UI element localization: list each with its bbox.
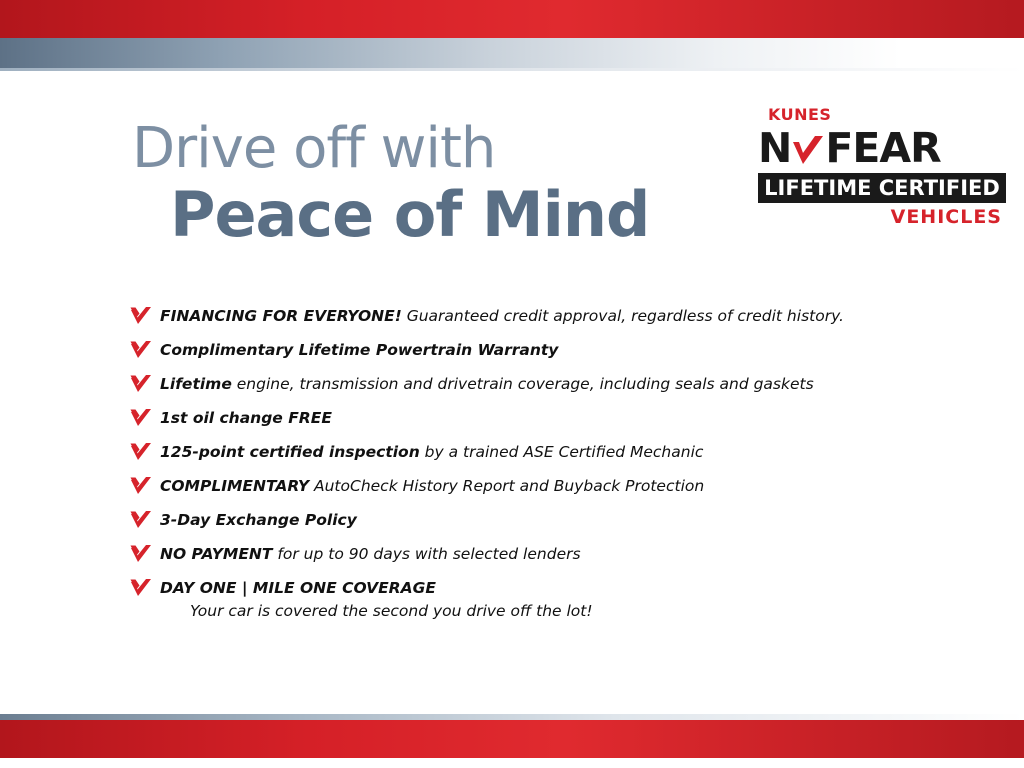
checkmark-icon xyxy=(130,306,152,326)
list-item-text xyxy=(160,373,950,395)
list-item-text xyxy=(160,543,950,565)
benefits-list xyxy=(130,305,950,632)
list-item-emphasis: COMPLIMENTARY xyxy=(160,477,310,495)
headline-line-2: Peace of Mind xyxy=(170,178,650,251)
list-item-text xyxy=(160,339,950,361)
top-red-band xyxy=(0,0,1024,38)
headline-line-1: Drive off with xyxy=(132,116,496,181)
list-item xyxy=(130,373,950,397)
checkmark-icon xyxy=(130,408,152,428)
logo-wordmark xyxy=(758,125,1006,171)
logo-certified-bar: LIFETIME CERTIFIED xyxy=(758,173,1006,203)
list-item-detail: for up to 90 days with selected lenders xyxy=(272,545,581,563)
list-item-detail: engine, transmission and drivetrain coverage, including seals and gaskets xyxy=(231,375,814,393)
bottom-red-band xyxy=(0,720,1024,768)
kunes-no-fear-logo xyxy=(758,105,1006,241)
checkmark-icon xyxy=(130,544,152,564)
list-item-emphasis: NO PAYMENT xyxy=(160,545,273,563)
list-item-subtext: Your car is covered the second you drive off the lot! xyxy=(190,602,593,620)
checkmark-icon xyxy=(130,340,152,360)
list-item-emphasis: Lifetime xyxy=(160,375,232,393)
list-item-text xyxy=(160,577,950,599)
checkmark-icon xyxy=(130,510,152,530)
list-item-text xyxy=(160,475,950,497)
list-item-text xyxy=(160,509,950,531)
logo-word-suffix: FEAR xyxy=(825,124,941,172)
list-item-text xyxy=(160,305,950,327)
logo-tagline: VEHICLES xyxy=(890,206,1002,228)
list-item-detail: Guaranteed credit approval, regardless of credit history. xyxy=(401,307,844,325)
list-item-text xyxy=(160,441,950,463)
list-item xyxy=(130,407,950,431)
checkmark-icon xyxy=(130,578,152,598)
list-item-emphasis: 1st oil change FREE xyxy=(160,409,332,427)
checkmark-icon xyxy=(130,374,152,394)
checkmark-icon xyxy=(130,476,152,496)
list-item-emphasis: 125-point certified inspection xyxy=(160,443,420,461)
logo-word-prefix: N xyxy=(758,124,792,172)
list-item xyxy=(130,339,950,363)
list-item-emphasis: 3-Day Exchange Policy xyxy=(160,511,357,529)
list-item-detail: AutoCheck History Report and Buyback Protection xyxy=(309,477,705,495)
list-item-emphasis: Complimentary Lifetime Powertrain Warranty xyxy=(160,341,559,359)
list-item-emphasis: FINANCING FOR EVERYONE! xyxy=(160,307,402,325)
list-item-text xyxy=(160,407,950,429)
list-item xyxy=(130,509,950,533)
checkmark-icon xyxy=(130,442,152,462)
page-title xyxy=(132,116,732,251)
list-item-detail: by a trained ASE Certified Mechanic xyxy=(419,443,704,461)
top-gray-band xyxy=(0,38,1024,68)
list-item xyxy=(130,577,950,622)
list-item xyxy=(130,305,950,329)
list-item xyxy=(130,441,950,465)
list-item xyxy=(130,543,950,567)
list-item xyxy=(130,475,950,499)
logo-brand-text: KUNES xyxy=(768,105,832,124)
top-thin-divider xyxy=(0,68,1024,71)
list-item-emphasis: DAY ONE | MILE ONE COVERAGE xyxy=(160,579,436,597)
checkmark-icon xyxy=(791,134,825,168)
